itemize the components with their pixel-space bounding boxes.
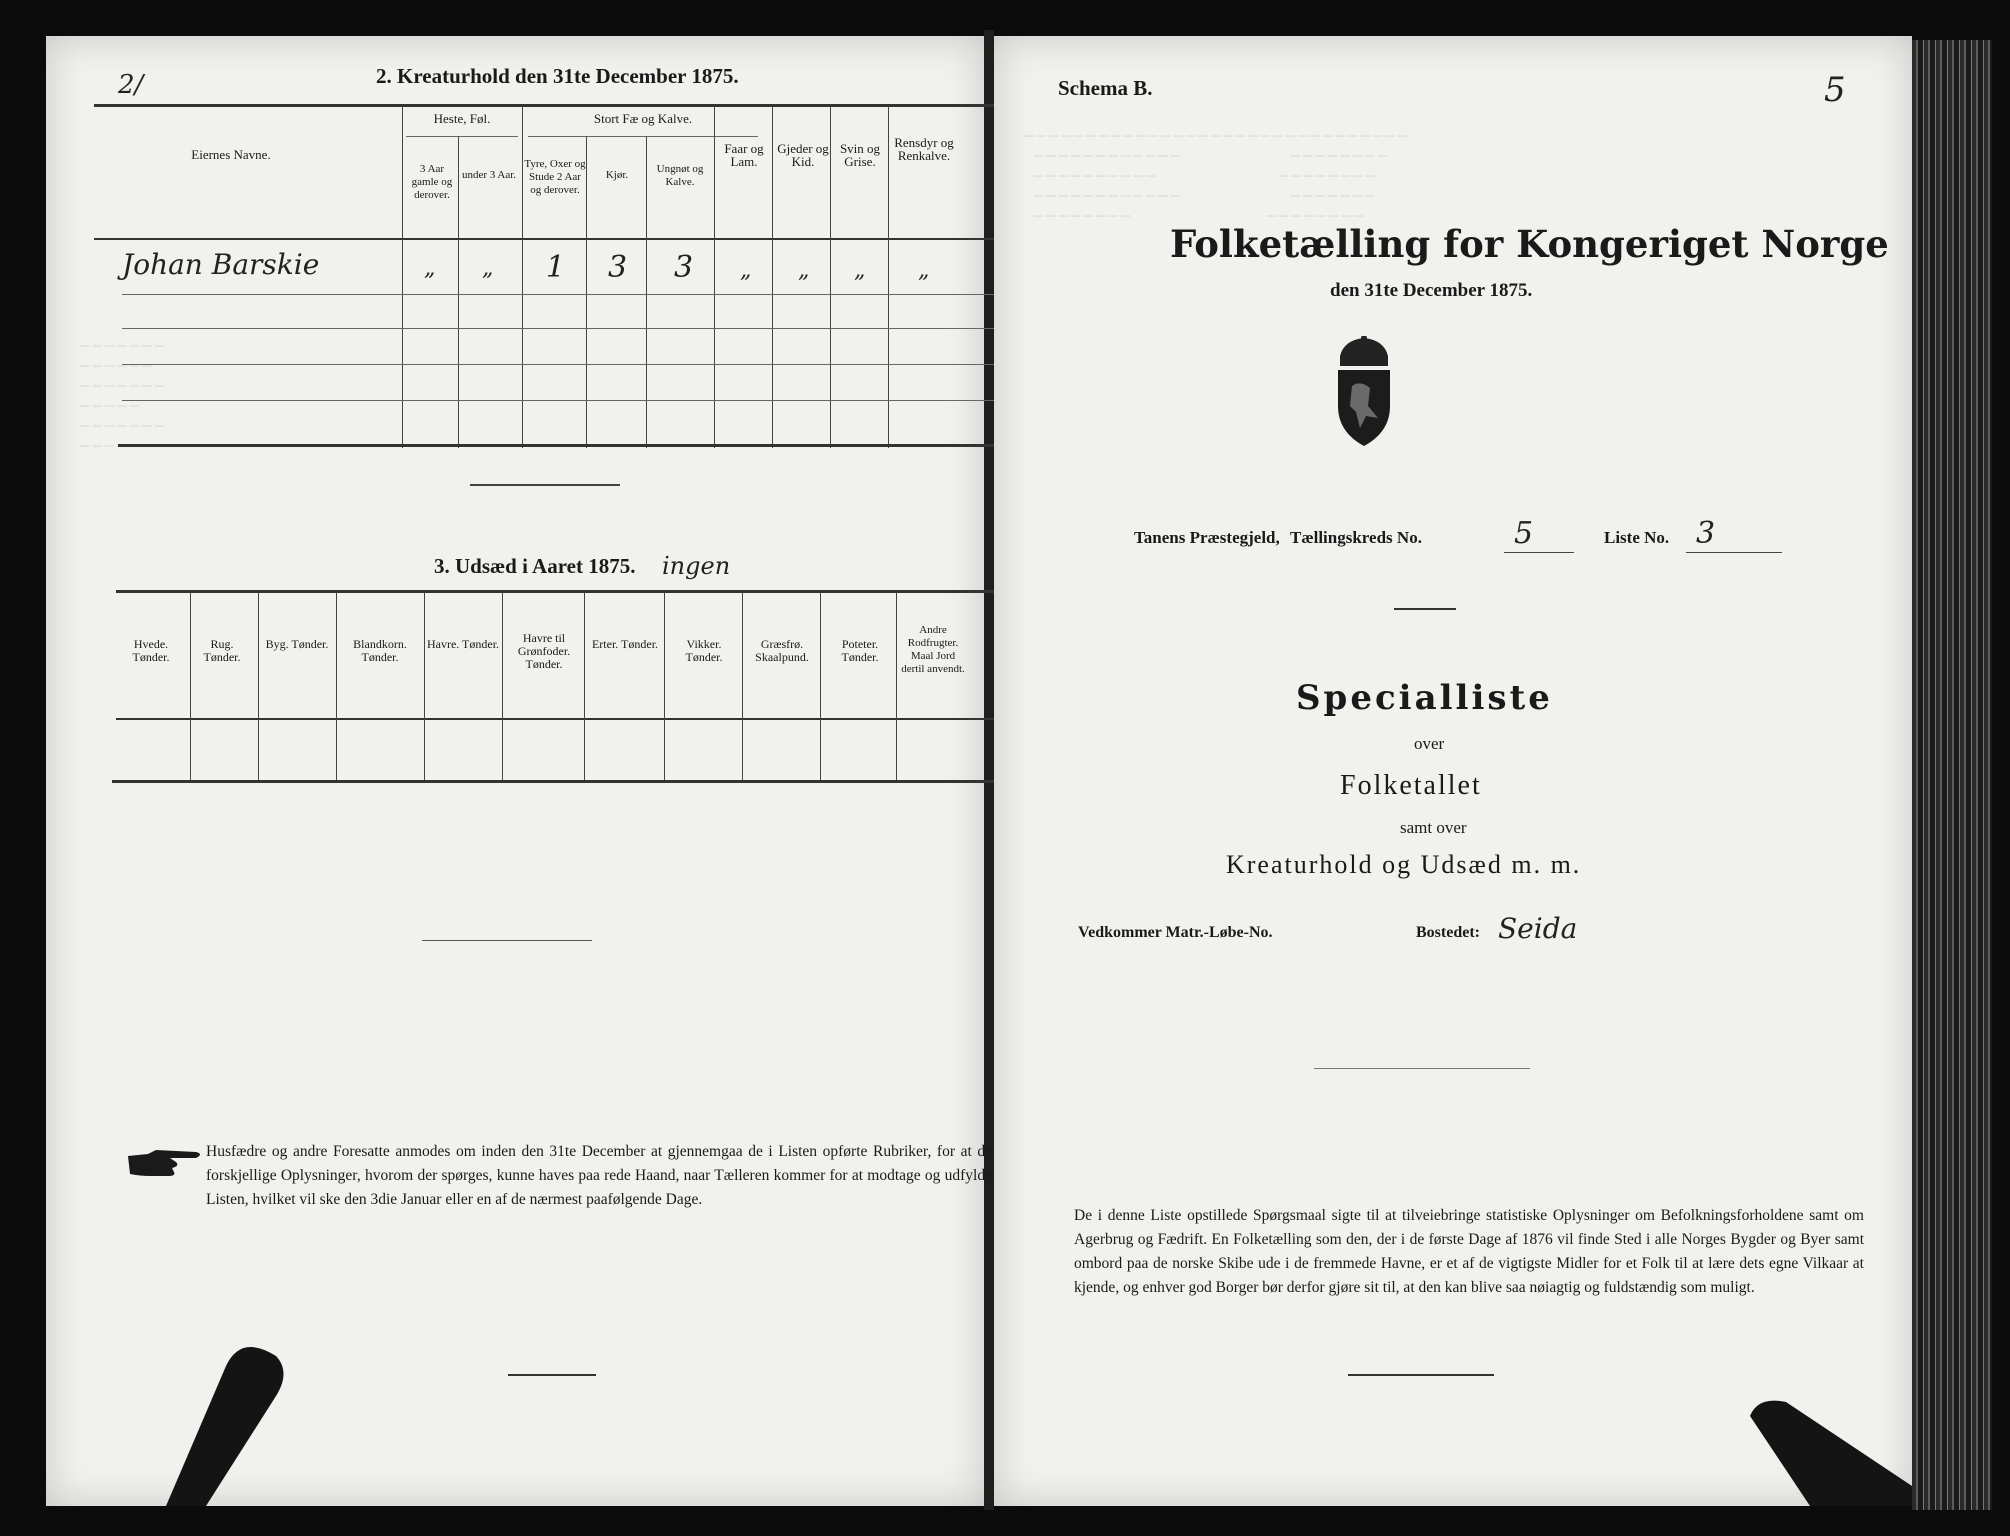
prestegjeld-label: Tanens Præstegjeld,: [1134, 528, 1280, 547]
right-page: [994, 36, 1912, 1506]
cell-svin: „: [854, 258, 866, 283]
separator: [1348, 1374, 1494, 1376]
col-gjeder: Gjeder og Kid.: [777, 141, 829, 169]
main-title: Folketælling for Kongeriget Norge: [1170, 222, 1889, 266]
col-svin: Svin og Grise.: [839, 141, 881, 169]
col-hvede: Hvede. Tønder.: [132, 637, 170, 664]
section2-title: 2. Kreaturhold den 31te December 1875.: [376, 64, 739, 88]
kreds-number: 5: [1514, 516, 1534, 551]
col-faar: Faar og Lam.: [724, 141, 764, 169]
owner-name: Johan Barskie: [122, 248, 320, 281]
col-vikker: Vikker. Tønder.: [685, 637, 723, 664]
coat-of-arms-icon: [1324, 336, 1404, 448]
stort-fae-group-header: Stort Fæ og Kalve.: [593, 111, 693, 126]
separator: [508, 1374, 596, 1376]
col-ungnot: Ungnøt og Kalve.: [656, 163, 704, 188]
heste-group-header: Heste, Føl.: [433, 111, 491, 126]
samt-over-text: samt over: [1400, 818, 1467, 837]
notice-paragraph: Husfædre og andre Foresatte anmodes om inden den 31te December at gjennemgaa de i Listen opførte Rubriker, for at de forskjellige Oplysninger, hvorom der spørges, kunne haves paa rede Haand, naar Tælleren kommer for at modtage og udfylde Listen, hvilket vil ske den 3die Januar eller en af de nærmest paafølgende Dage.: [206, 1143, 992, 1208]
cell-kjor: 3: [608, 250, 628, 285]
corner-mark: 5: [1824, 70, 1846, 110]
kreds-label: Tællingskreds No.: [1290, 528, 1422, 547]
section3-note: ingen: [662, 552, 731, 580]
over-text: over: [1414, 734, 1445, 753]
col-blandkorn: Blandkorn. Tønder.: [353, 637, 407, 664]
col-graesfro: Græsfrø. Skaalpund.: [755, 637, 809, 664]
left-page: [46, 36, 992, 1506]
cell-ungnot: 3: [674, 250, 694, 285]
col-andre-rodfrugter: Andre Rodfrugter. Maal Jord dertil anvendt.: [901, 624, 965, 675]
rule: [94, 104, 1018, 107]
schema-label: Schema B.: [1058, 76, 1153, 100]
cell-tyre: 1: [546, 250, 566, 285]
col-tyre: Tyre, Oxer og Stude 2 Aar og derover.: [524, 158, 586, 196]
separator: [1394, 608, 1456, 610]
info-paragraph: De i denne Liste opstillede Spørgsmaal sigte til at tilveiebringe statistiske Oplysninger om Befolkningsforholdene samt om Agerbrug og Fædrift. En Folketælling som den, der i de første Dage af 1876 vil finde Sted i alle Norges Bygder og Byer samt ombord paa de norske Skibe ude i de fremmede Havne, er et af de vigtigste Midler for et Folk til at lære dets egne Vilkaar at kjende, og enhver god Borger bør derfor gjøre sit til, at den kan blive saa nøiagtig og fuldstændig som muligt.: [1074, 1207, 1864, 1296]
owner-column-header: Eiernes Navne.: [191, 147, 271, 162]
col-heste-3aar: 3 Aar gamle og derover.: [411, 163, 453, 201]
col-havre: Havre. Tønder.: [426, 637, 500, 651]
bosted-value: Seida: [1498, 912, 1578, 945]
pointing-hand-icon: [126, 1146, 206, 1182]
cell-heste-3aar: „: [424, 256, 436, 281]
folketallet-heading: Folketallet: [1340, 770, 1482, 801]
cell-rensdyr: „: [918, 258, 930, 283]
separator: [470, 484, 620, 486]
date-line: den 31te December 1875.: [1330, 280, 1533, 301]
book-spine: [984, 30, 994, 1510]
bleed-through: ─ ─ ─ ─ ─ ─ ─ ─ ─ ─ ─ ─ ─ ─ ─ ─ ─ ─ ─ ─ ─ ─ ─ ─ ─ ─ ─ ─ ─ ─ ─ ─ ─ ─ ─ ─ ─ ─: [80, 338, 164, 453]
cell-faar: „: [740, 258, 752, 283]
bleed-through: ─ ─ ─ ─ ─ ─ ─ ─ ─ ─ ─ ─ ─ ─ ─ ─ ─ ─ ─ ─ ─ ─ ─ ─ ─ ─ ─ ─ ─ ─ ─ ─ ─ ─ ─ ─ ─ ─ ─ ─ ─ ─ ─ ─ ─ ─ ─ ─ ─ ─ ─ ─ ─ ─ ─ ─ ─ ─ ─ ─ ─ ─ ─ ─ ─ ─ ─ ─ ─ ─ ─ ─ ─ ─ ─ ─ ─ ─ ─ ─ ─ ─ ─ ─ ─ ─ ─ ─ ─ ─ ─ ─ ─ ─ ─ ─ ─ ─ ─ ─ ─ ─ ─ ─: [1024, 128, 1408, 223]
section3-title: 3. Udsæd i Aaret 1875.: [434, 554, 636, 578]
kreaturhold-heading: Kreaturhold og Udsæd m. m.: [1226, 850, 1582, 879]
separator: [1314, 1068, 1530, 1069]
col-byg: Byg. Tønder.: [265, 637, 329, 651]
liste-number: 3: [1696, 516, 1716, 551]
scanner-clip: [1750, 1396, 1912, 1506]
scanner-clip: [166, 1336, 316, 1506]
col-rug: Rug. Tønder.: [203, 637, 241, 664]
corner-mark: 2/: [118, 70, 144, 100]
separator: [422, 940, 592, 941]
matr-label: Vedkommer Matr.-Løbe-No.: [1078, 924, 1273, 941]
col-heste-under3: under 3 Aar.: [461, 169, 517, 181]
cell-heste-under3: „: [482, 256, 494, 281]
col-kjor: Kjør.: [605, 169, 629, 181]
page-edges: [1912, 40, 1992, 1510]
col-havre-gronfoder: Havre til Grønfoder. Tønder.: [517, 631, 571, 671]
specialliste-heading: Specialliste: [1296, 678, 1553, 718]
cell-gjeder: „: [798, 258, 810, 283]
col-poteter: Poteter. Tønder.: [841, 637, 879, 664]
col-rensdyr: Rensdyr og Renkalve.: [894, 135, 954, 163]
liste-label: Liste No.: [1604, 528, 1670, 547]
bosted-label: Bostedet:: [1416, 924, 1480, 941]
col-erter: Erter. Tønder.: [591, 637, 659, 651]
